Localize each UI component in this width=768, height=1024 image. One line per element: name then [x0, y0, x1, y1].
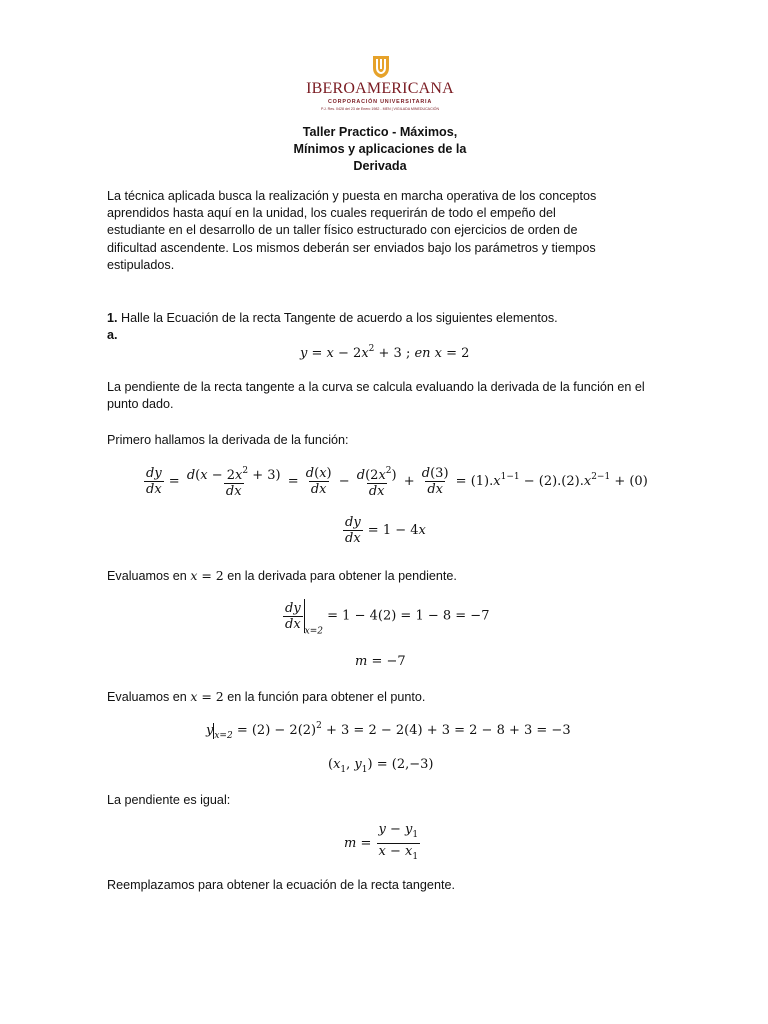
intro-paragraph — [107, 188, 667, 274]
title-line-2: Mínimos y aplicaciones de la — [293, 142, 467, 156]
intro-line: dificultad ascendente. Los mismos deberán ser enviados bajo los parámetros y tiempos — [107, 240, 596, 255]
shield-icon — [370, 55, 392, 79]
paragraph-text: Evaluamos en — [107, 569, 191, 583]
intro-line: La técnica aplicada busca la realización y puesta en marcha operativa de los conceptos — [107, 189, 597, 203]
exercise-text: Halle la Ecuación de la recta Tangente de acuerdo a los siguientes elementos. — [117, 311, 558, 325]
paragraph-derivative-intro: Primero hallamos la derivada de la función: — [107, 433, 349, 447]
logo-subtitle: CORPORACIÓN UNIVERSITARIA — [327, 99, 433, 105]
slope-formula-equation: m = $\frac{y - y_1}{x - x_1}$ — [344, 822, 421, 865]
logo-name: IBEROAMERICANA — [306, 80, 454, 97]
point-equation: ($x_1$, $y_1) = (2,-3)$ — [328, 757, 434, 775]
exercise-item: a. — [107, 328, 118, 343]
document-title — [230, 124, 530, 175]
derivative-result-equation: $\frac{dy}{dx}$ = 1 − 4x — [345, 515, 426, 546]
exercise-statement — [107, 310, 667, 344]
title-line-1: Taller Practico - Máximos, — [302, 125, 458, 139]
paragraph-line: punto dado. — [107, 397, 174, 412]
derivative-expansion-equation: $\frac{dy}{dx}$ = $\frac{d(x - 2x^2 + 3)}{dx}$ = $\frac{d(x)}{dx}$ − $\frac{d(2x^2)}{dx}$ + $\frac{d(3)}{dx}$ = $(1).x^{1-1} - (2).(2).x^{2-1} + (0)$ — [146, 466, 648, 499]
exercise-number: 1. — [107, 311, 118, 325]
given-function-equation: $y = x - 2x^2 + 3$ ; en x = 2 — [300, 344, 470, 361]
paragraph-line: La pendiente de la recta tangente a la curva se calcula evaluando la derivada de la función en el — [107, 380, 645, 394]
intro-line: aprendidos hasta aquí en la unidad, los cuales requerirán de todo el empeño del — [107, 206, 556, 221]
intro-line: estipulados. — [107, 257, 175, 272]
slope-value-equation: m = −7 — [355, 654, 406, 669]
logo-fine-print: P.J. Res. 0428 del 23 de Enero 1982 - MEN | VIGILADA MINEDUCACIÓN — [320, 107, 440, 111]
intro-line: estudiante en el desarrollo de un taller físico estructurado con ejercicios de orden de — [107, 223, 578, 238]
paragraph-slope-method — [107, 379, 667, 413]
slope-evaluation-equation: $\frac{dy}{dx}$ $_{x=2}$ = 1 − 4(2) = 1 − 8 = −7 — [285, 600, 490, 637]
paragraph-evaluate-function: Evaluamos en x = 2 en la función para obtener el punto. — [107, 689, 426, 704]
paragraph-text: Evaluamos en — [107, 690, 191, 704]
paragraph-evaluate-derivative: Evaluamos en x = 2 en la derivada para obtener la pendiente. — [107, 568, 457, 583]
university-logo — [300, 55, 460, 115]
paragraph-replace: Reemplazamos para obtener la ecuación de la recta tangente. — [107, 878, 455, 892]
paragraph-text: en la función para obtener el punto. — [223, 690, 426, 704]
paragraph-slope-definition: La pendiente es igual: — [107, 793, 231, 807]
point-evaluation-equation: $y_{x=2} = (2) - 2(2)^2 + 3 = 2 - 2(4) + 3 = 2 - 8 + 3 = -3$ — [206, 721, 571, 741]
title-line-3: Derivada — [353, 159, 407, 173]
paragraph-text: en la derivada para obtener la pendiente. — [223, 569, 457, 583]
